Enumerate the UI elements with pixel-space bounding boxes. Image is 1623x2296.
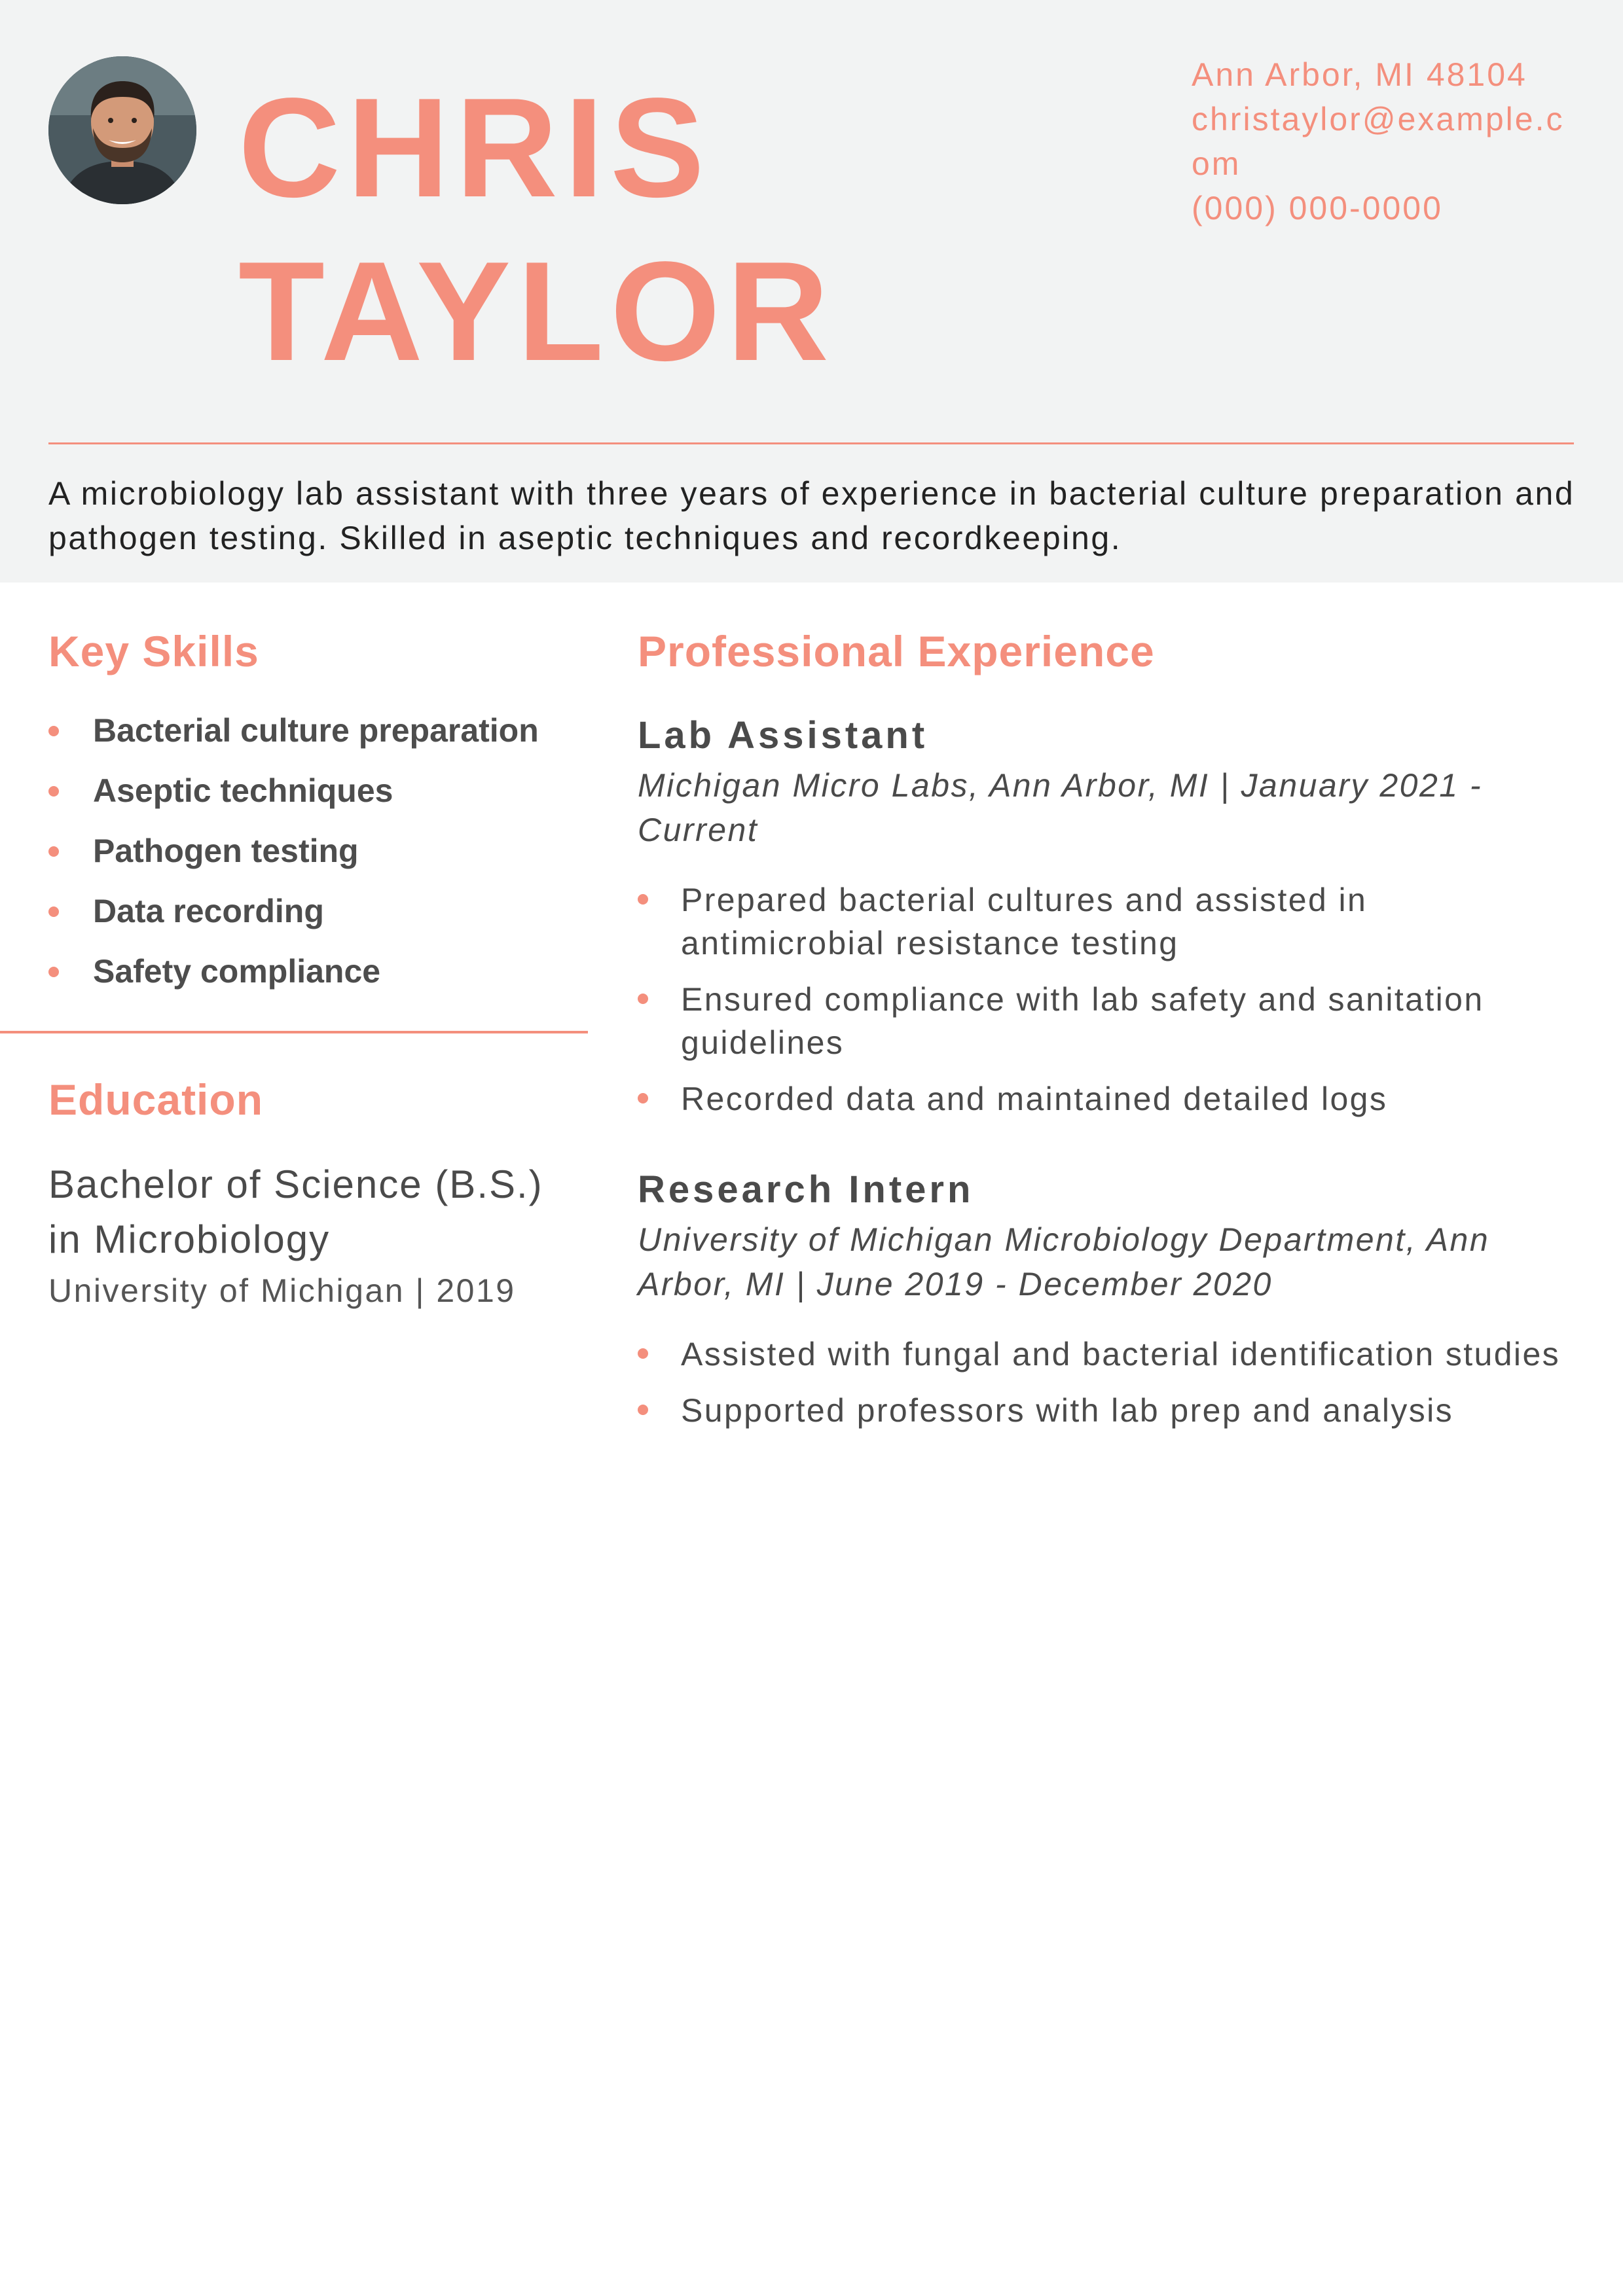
education-degree: Bachelor of Science (B.S.) in Microbiology (48, 1162, 543, 1261)
skill-item (48, 767, 585, 827)
job-bullet (638, 878, 1567, 965)
skill-label: Data recording (93, 893, 324, 929)
contact-location: Ann Arbor, MI 48104 (1192, 56, 1527, 93)
bullet-icon (48, 726, 59, 736)
bullet-icon (48, 967, 59, 977)
skills-divider (0, 1031, 588, 1033)
skills-list (48, 707, 585, 1008)
bullet-icon (638, 1405, 648, 1415)
education-school: University of Michigan | 2019 (48, 1272, 516, 1309)
education-heading: Education (48, 1075, 264, 1124)
job-bullet-list (638, 1333, 1567, 1445)
skill-label: Bacterial culture preparation (93, 712, 539, 749)
bullet-icon (48, 846, 59, 857)
job-bullet-text: Assisted with fungal and bacterial identification studies (681, 1336, 1561, 1372)
job-bullet-text: Prepared bacterial cultures and assisted in antimicrobial resistance testing (681, 882, 1368, 961)
job-bullet-list (638, 878, 1567, 1134)
experience-heading: Professional Experience (638, 627, 1155, 675)
contact-block (1192, 52, 1578, 230)
bullet-icon (638, 894, 648, 905)
skill-label: Pathogen testing (93, 833, 359, 869)
summary-text: A microbiology lab assistant with three years of experience in bacterial culture preparation and pathogen testing. Skilled in aseptic techniques and recordkeeping. (48, 475, 1575, 556)
contact-phone[interactable]: (000) 000-0000 (1192, 190, 1443, 226)
skill-item (48, 948, 585, 1008)
skill-label: Aseptic techniques (93, 772, 393, 809)
job-bullet (638, 978, 1567, 1064)
bullet-icon (638, 1093, 648, 1103)
job-title: Lab Assistant (638, 714, 928, 757)
skill-item (48, 827, 585, 888)
last-name: TAYLOR (238, 232, 836, 390)
profile-photo (48, 56, 196, 204)
candidate-name (238, 65, 835, 393)
job-bullet (638, 1389, 1567, 1432)
job-bullet-text: Supported professors with lab prep and analysis (681, 1392, 1454, 1429)
job-bullet-text: Ensured compliance with lab safety and sanitation guidelines (681, 981, 1484, 1061)
job-meta: University of Michigan Microbiology Department, Ann Arbor, MI | June 2019 - December 2020 (638, 1221, 1490, 1302)
header-divider (48, 442, 1574, 444)
job-bullet (638, 1077, 1567, 1121)
first-name: CHRIS (238, 68, 712, 226)
job-bullet (638, 1333, 1567, 1376)
skills-heading: Key Skills (48, 627, 259, 675)
bullet-icon (48, 906, 59, 917)
job-bullet-text: Recorded data and maintained detailed logs (681, 1081, 1388, 1117)
skill-item (48, 707, 585, 767)
bullet-icon (48, 786, 59, 797)
contact-email[interactable]: christaylor@example.com (1192, 101, 1565, 182)
profile-photo-image (48, 56, 196, 204)
bullet-icon (638, 994, 648, 1004)
job-meta: Michigan Micro Labs, Ann Arbor, MI | January 2021 - Current (638, 767, 1483, 848)
skill-item (48, 888, 585, 948)
bullet-icon (638, 1348, 648, 1359)
job-title: Research Intern (638, 1168, 974, 1211)
skill-label: Safety compliance (93, 953, 381, 990)
